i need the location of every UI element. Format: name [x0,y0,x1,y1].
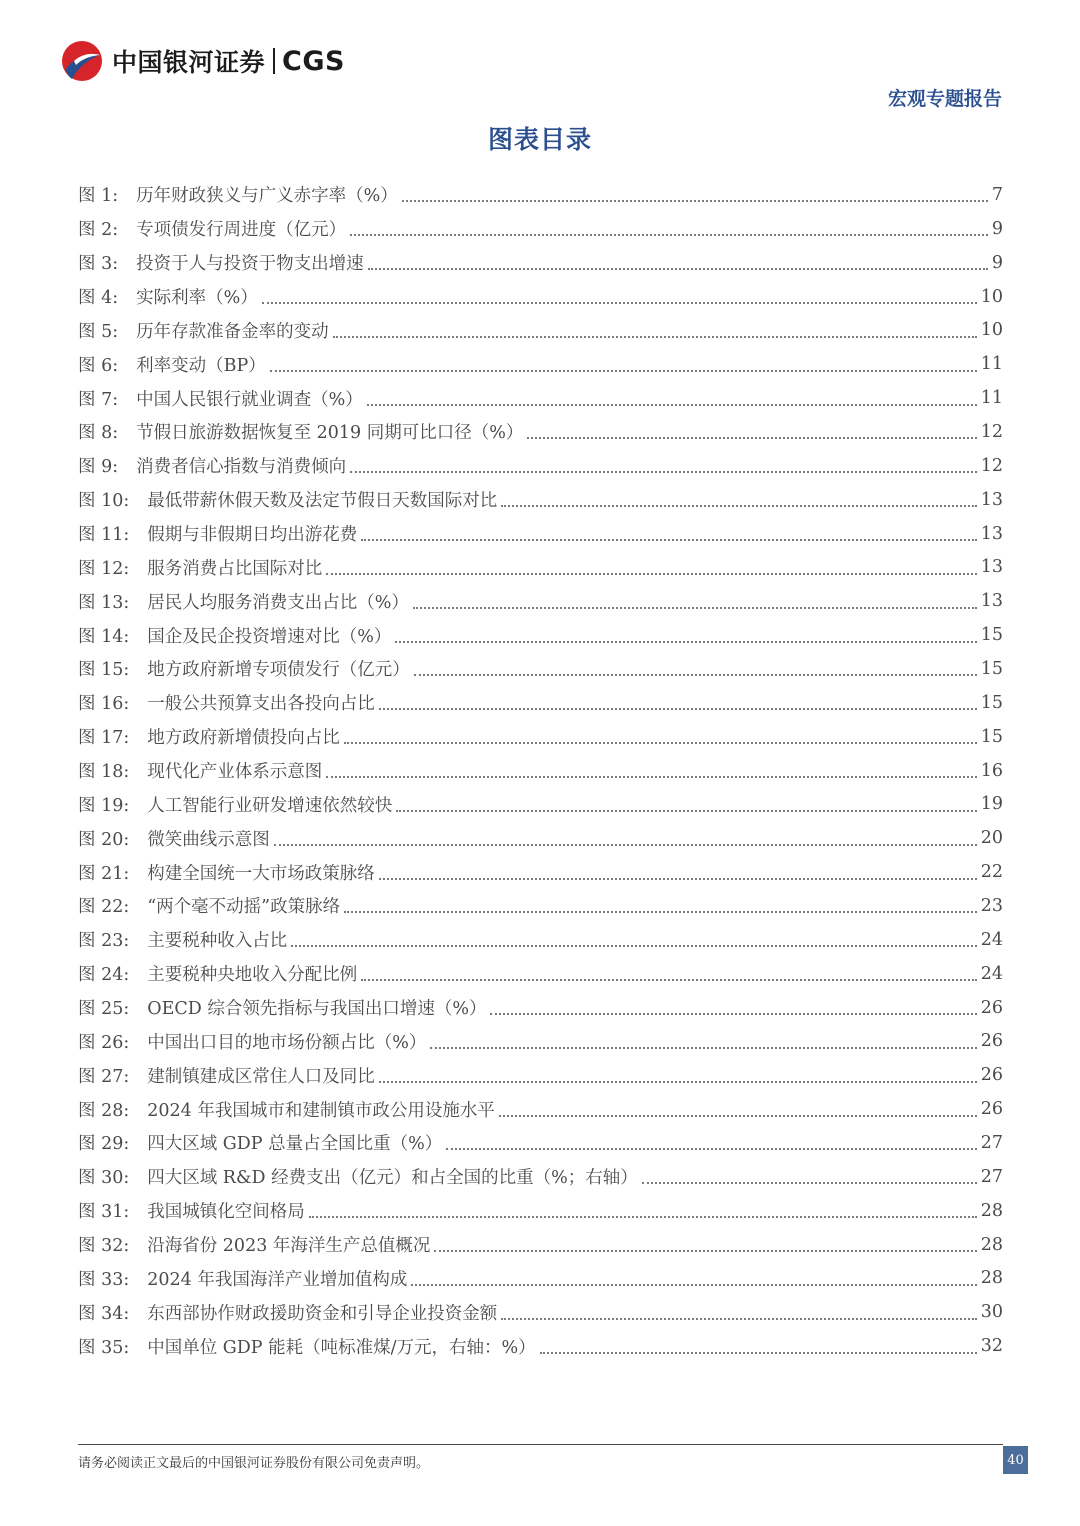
toc-dot-leader [262,301,977,304]
toc-entry-page: 15 [980,625,1003,646]
page-number-badge: 40 [1003,1446,1028,1474]
toc-entry-title: 假期与非假期日均出游花费 [147,525,358,546]
toc-dot-leader [414,673,977,676]
toc-entry-page: 13 [980,523,1003,544]
toc-entry-page: 12 [980,455,1003,476]
toc-entry-label: 图 2: [78,220,119,241]
toc-entry-title: 最低带薪休假天数及法定节假日天数国际对比 [147,491,498,512]
toc-entry-label: 图 34: [78,1303,130,1324]
toc-entry-title: 东西部协作财政援助资金和引导企业投资金额 [147,1303,498,1324]
toc-entry-label: 图 35: [78,1337,130,1358]
toc-dot-leader [309,1215,977,1218]
toc-entry[interactable] [78,652,1003,686]
toc-entry-label: 图 19: [78,795,130,816]
toc-entry[interactable] [78,686,1003,720]
toc-entry-page: 11 [980,354,1003,375]
toc-dot-leader [344,910,977,913]
toc-entry-page: 7 [991,184,1003,205]
toc-entry-label: 图 6: [78,355,119,376]
toc-dot-leader [274,843,977,846]
toc-entry[interactable] [78,212,1003,246]
cgs-logo-icon [60,39,104,83]
toc-entry-title: 四大区域 GDP 总量占全国比重（%） [147,1134,443,1155]
toc-entry[interactable] [78,347,1003,381]
toc-entry-title: 一般公共预算支出各投向占比 [147,694,375,715]
toc-entry-label: 图 13: [78,592,130,613]
toc-entry-title: 建制镇建成区常住人口及同比 [147,1066,375,1087]
toc-entry[interactable] [78,280,1003,314]
toc-dot-leader [291,944,976,947]
toc-entry[interactable] [78,754,1003,788]
toc-entry-label: 图 16: [78,694,130,715]
toc-entry-label: 图 3: [78,254,119,275]
toc-dot-leader [368,267,988,270]
toc-entry-label: 图 22: [78,897,130,918]
toc-entry[interactable] [78,483,1003,517]
toc-dot-leader [379,707,977,710]
toc-dot-leader [540,1351,977,1354]
toc-entry-title: 历年存款准备金率的变动 [136,321,329,342]
toc-entry[interactable] [78,1024,1003,1058]
toc-entry-title: 居民人均服务消费支出占比（%） [147,592,409,613]
toc-entry-title: 2024 年我国海洋产业增加值构成 [147,1269,408,1290]
toc-entry[interactable] [78,517,1003,551]
toc-entry-title: 地方政府新增专项债发行（亿元） [147,660,410,681]
toc-entry-page: 26 [980,1031,1003,1052]
toc-entry-title: 节假日旅游数据恢复至 2019 同期可比口径（%） [136,423,524,444]
toc-dot-leader [501,504,976,507]
toc-dot-leader [379,877,977,880]
toc-entry[interactable] [78,1092,1003,1126]
toc-dot-leader [490,1012,976,1015]
toc-entry-page: 28 [980,1234,1003,1255]
toc-entry-title: 主要税种央地收入分配比例 [147,965,358,986]
toc-dot-leader [411,1283,976,1286]
toc-entry-title: 主要税种收入占比 [147,931,288,952]
toc-entry[interactable] [78,889,1003,923]
toc-entry-page: 32 [980,1336,1003,1357]
toc-entry-label: 图 30: [78,1168,130,1189]
logo-separator [273,48,275,74]
toc-entry[interactable] [78,1295,1003,1329]
toc-entry-page: 26 [980,1099,1003,1120]
toc-dot-leader [413,606,977,609]
toc-entry[interactable] [78,618,1003,652]
toc-entry-label: 图 4: [78,288,119,308]
toc-entry-label: 图 27: [78,1066,130,1087]
toc-entry-page: 24 [980,963,1003,984]
toc-entry-label: 图 26: [78,1032,130,1053]
toc-entry-label: 图 17: [78,728,130,749]
toc-dot-leader [434,1249,976,1252]
toc-entry-label: 图 14: [78,626,130,647]
toc-entry-label: 图 24: [78,965,130,986]
toc-entry-title: OECD 综合领先指标与我国出口增速（%） [147,999,487,1020]
toc-entry-page: 9 [991,252,1003,273]
toc-entry-page: 9 [991,218,1003,239]
toc-entry-title: 2024 年我国城市和建制镇市政公用设施水平 [147,1100,495,1121]
toc-entry[interactable] [78,1329,1003,1363]
toc-dot-leader [270,369,977,372]
toc-entry-title: 历年财政狭义与广义赤字率（%） [136,186,398,207]
toc-entry-label: 图 23: [78,931,130,952]
toc-entry-page: 10 [980,320,1003,341]
toc-entry-title: 中国出口目的地市场份额占比（%） [147,1032,427,1053]
toc-entry-page: 13 [980,591,1003,612]
toc-dot-leader [326,572,976,575]
toc-entry-page: 23 [980,895,1003,916]
toc-dot-leader [501,1317,976,1320]
toc-entry-label: 图 33: [78,1269,130,1290]
toc-entry-title: 沿海省份 2023 年海洋生产总值概况 [147,1236,431,1257]
toc-dot-leader [527,436,976,439]
report-type-label: 宏观专题报告 [887,88,1002,110]
toc-entry-page: 26 [980,1065,1003,1086]
footer-disclaimer: 请务必阅读正文最后的中国银河证券股份有限公司免责声明。 [78,1456,430,1471]
toc-entry-page: 22 [980,862,1003,883]
toc-entry-title: 中国单位 GDP 能耗（吨标准煤/万元，右轴：%） [147,1337,536,1358]
toc-entry-title: 国企及民企投资增速对比（%） [147,626,392,647]
toc-entry-label: 图 20: [78,829,130,850]
toc-entry-page: 15 [980,658,1003,679]
toc-entry-page: 19 [980,794,1003,815]
toc-dot-leader [430,1046,976,1049]
toc-entry-page: 20 [980,828,1003,849]
toc-entry-title: 地方政府新增债投向占比 [147,728,340,749]
toc-dot-leader [446,1147,976,1150]
toc-entry-label: 图 21: [78,863,130,884]
toc-entry-title: 实际利率（%） [136,288,258,308]
toc-entry[interactable] [78,720,1003,754]
toc-entry-page: 11 [980,388,1003,409]
toc-entry-label: 图 31: [78,1202,130,1223]
toc-dot-leader [642,1181,977,1184]
toc-dot-leader [350,233,988,236]
toc-dot-leader [361,978,976,981]
toc-entry-label: 图 1: [78,186,119,207]
toc-entry-label: 图 11: [78,525,130,546]
toc-title: 图表目录 [487,125,592,154]
toc-entry[interactable] [78,178,1003,212]
toc-entry-title: 消费者信心指数与消费倾向 [136,457,347,478]
toc-dot-leader [350,470,977,473]
toc-entry-title: 四大区域 R&D 经费支出（亿元）和占全国的比重（%；右轴） [147,1168,638,1189]
toc-entry-label: 图 5: [78,321,119,342]
toc-dot-leader [402,199,988,202]
toc-entry[interactable] [78,1058,1003,1092]
toc-entry[interactable] [78,415,1003,449]
toc-entry-label: 图 28: [78,1100,130,1121]
toc-entry-page: 30 [980,1302,1003,1323]
toc-entry-page: 27 [980,1166,1003,1187]
toc-entry[interactable] [78,855,1003,889]
toc-entry-label: 图 32: [78,1236,130,1257]
toc-entry-label: 图 10: [78,491,130,512]
toc-entry-label: 图 15: [78,660,130,681]
toc-entry-title: 服务消费占比国际对比 [147,558,323,579]
toc-entry-title: 专项债发行周进度（亿元） [136,220,347,241]
toc-dot-leader [344,741,977,744]
toc-entry-page: 27 [980,1132,1003,1153]
toc-entry-title: 微笑曲线示意图 [147,829,270,850]
toc-entry[interactable] [78,957,1003,991]
toc-entry-title: 利率变动（BP） [136,355,266,376]
toc-entry-title: 现代化产业体系示意图 [147,762,323,783]
toc-dot-leader [499,1114,977,1117]
toc-entry[interactable] [78,991,1003,1025]
toc-entry-title: 构建全国统一大市场政策脉络 [147,863,375,884]
toc-entry-page: 10 [980,286,1003,307]
logo-company-abbr: CGS [282,45,345,77]
toc-entry-title: 投资于人与投资于物支出增速 [136,254,364,275]
toc-entry[interactable] [78,1194,1003,1228]
toc-entry-title: “两个毫不动摇”政策脉络 [147,897,341,918]
toc-entry-page: 24 [980,929,1003,950]
logo-company-name: 中国银河证券 [112,48,266,77]
toc-entry-label: 图 9: [78,457,119,478]
toc-entry-title: 我国城镇化空间格局 [147,1202,305,1223]
company-logo [60,38,345,84]
toc-entry-page: 26 [980,997,1003,1018]
toc-list [78,178,1003,1363]
toc-entry-page: 12 [980,421,1003,442]
toc-entry-label: 图 18: [78,762,130,783]
toc-entry-label: 图 8: [78,423,119,444]
toc-entry[interactable] [78,246,1003,280]
toc-entry-label: 图 29: [78,1134,130,1155]
toc-entry-page: 13 [980,557,1003,578]
toc-dot-leader [379,1080,977,1083]
toc-entry[interactable] [78,787,1003,821]
toc-dot-leader [326,775,976,778]
toc-dot-leader [395,640,976,643]
footer-divider [78,1444,1003,1445]
toc-entry[interactable] [78,381,1003,415]
toc-dot-leader [361,538,976,541]
toc-entry[interactable] [78,313,1003,347]
toc-entry[interactable] [78,449,1003,483]
toc-dot-leader [396,809,976,812]
toc-entry-page: 15 [980,726,1003,747]
toc-entry[interactable] [78,550,1003,584]
toc-entry[interactable] [78,584,1003,618]
toc-entry[interactable] [78,1126,1003,1160]
toc-entry-page: 28 [980,1268,1003,1289]
toc-entry[interactable] [78,1262,1003,1296]
toc-entry-page: 16 [980,760,1003,781]
toc-entry[interactable] [78,1160,1003,1194]
toc-entry-page: 15 [980,692,1003,713]
toc-entry-page: 28 [980,1200,1003,1221]
toc-entry-label: 图 7: [78,389,119,410]
toc-entry-page: 13 [980,489,1003,510]
toc-entry[interactable] [78,1228,1003,1262]
toc-entry[interactable] [78,821,1003,855]
toc-entry[interactable] [78,923,1003,957]
toc-dot-leader [333,335,977,338]
toc-entry-title: 中国人民银行就业调查（%） [136,389,363,410]
toc-entry-label: 图 25: [78,999,130,1020]
toc-dot-leader [367,403,977,406]
toc-entry-label: 图 12: [78,558,130,579]
toc-entry-title: 人工智能行业研发增速依然较快 [147,795,393,816]
